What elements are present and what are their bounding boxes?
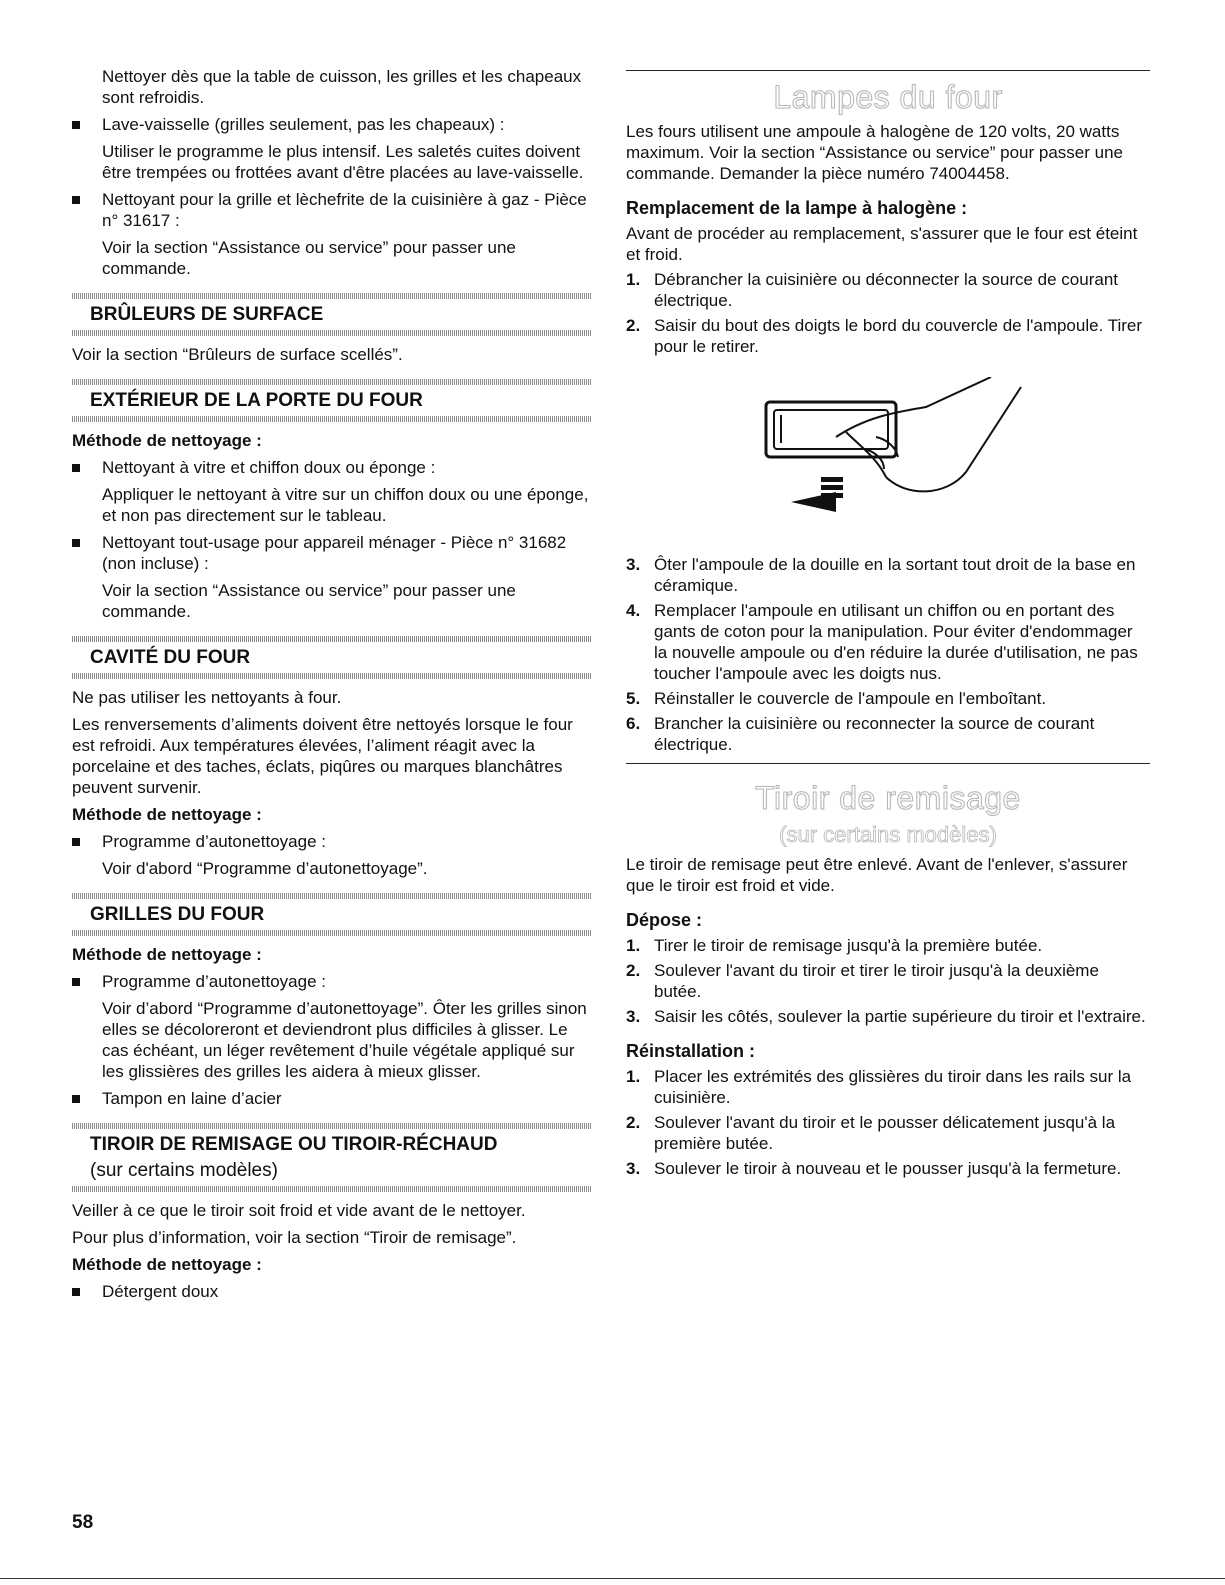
section-title: TIROIR DE REMISAGE OU TIROIR-RÉCHAUD [90, 1134, 498, 1155]
section-cavite [72, 636, 592, 679]
depose-head: Dépose : [626, 910, 703, 930]
bullet-self-clean: Programme d’autonettoyage : [72, 831, 592, 852]
bullet-self-clean-body: Voir d’abord “Programme d’autonettoyage”. Ôter les grilles sinon elles se décoloreront et deviendront plus difficiles à glisser. Le cas échéant, un léger revêtement d’huile végétale appliqué sur les glissières des grilles les aidera à mieux glisser. [102, 999, 587, 1081]
section-bruleurs [72, 293, 592, 336]
bullet-mild-detergent: Détergent doux [72, 1281, 592, 1302]
section-grilles [72, 893, 592, 936]
cavite-p2: Les renversements d’aliments doivent être nettoyés lorsque le four est refroidi. Aux températures élevées, l’aliment réagit avec la porcelaine et des taches, éclats, piqûres ou marques blanchâtres peuvent survenir. [72, 715, 573, 797]
cavite-p1: Ne pas utiliser les nettoyants à four. [72, 688, 342, 707]
lampes-intro: Les fours utilisent une ampoule à halogène de 120 volts, 20 watts maximum. Voir la section “Assistance ou service” pour passer une commande. Demander la pièce numéro 74004458. [626, 122, 1123, 183]
list-item: 1. Placer les extrémités des glissières du tiroir dans les rails sur la cuisinière. [626, 1067, 1132, 1107]
bullet-dishwasher: Lave-vaisselle (grilles seulement, pas les chapeaux) : [72, 114, 592, 135]
page-number: 58 [72, 1512, 94, 1533]
lampes-subhead: Remplacement de la lampe à halogène : [626, 198, 968, 218]
list-item: 1. Tirer le tiroir de remisage jusqu'à la première butée. [626, 936, 1043, 955]
list-item: 4. Remplacer l'ampoule en utilisant un chiffon ou en portant des gants de coton pour la manipulation. Pour éviter d'endommager la nouvelle ampoule ou d'en réduire la durée d'utilisation, ne pas toucher l'ampoule avec les doigts nus. [626, 601, 1138, 683]
list-item: 3. Ôter l'ampoule de la douille en la sortant tout droit de la base en céramique. [626, 555, 1136, 595]
list-item: 5. Réinstaller le couvercle de l'ampoule en l'emboîtant. [626, 689, 1047, 708]
section-tiroir-rechaud [72, 1123, 592, 1192]
bullet-all-purpose: Nettoyant tout-usage pour appareil ménager - Pièce n° 31682 (non incluse) : [72, 532, 592, 574]
section-title: BRÛLEURS DE SURFACE [90, 304, 324, 325]
bullet-glass-cleaner-body: Appliquer le nettoyant à vitre sur un chiffon doux ou une éponge, et non pas directement sur le tableau. [102, 485, 589, 525]
lampes-title: Lampes du four [773, 79, 1003, 115]
lampes-pre: Avant de procéder au remplacement, s'assurer que le four est éteint et froid. [626, 224, 1138, 264]
reinstall-steps [626, 1066, 1150, 1179]
list-item: 3. Soulever le tiroir à nouveau et le pousser jusqu'à la fermeture. [626, 1159, 1122, 1178]
reinstall-head: Réinstallation : [626, 1041, 756, 1061]
section-exterieur [72, 379, 592, 422]
section-title: GRILLES DU FOUR [90, 904, 265, 925]
method-label: Méthode de nettoyage : [72, 1255, 262, 1274]
section-subtitle: (sur certains modèles) [90, 1160, 278, 1181]
depose-steps [626, 935, 1150, 1027]
divider [626, 70, 1150, 71]
bullet-steel-wool: Tampon en laine d’acier [72, 1088, 592, 1109]
section-title: EXTÉRIEUR DE LA PORTE DU FOUR [90, 390, 423, 411]
section-title: CAVITÉ DU FOUR [90, 647, 251, 668]
tiroir-title: Tiroir de remisage [755, 780, 1021, 816]
list-item: 1. Débrancher la cuisinière ou déconnecter la source de courant électrique. [626, 270, 1118, 310]
list-item: 2. Saisir du bout des doigts le bord du couvercle de l'ampoule. Tirer pour le retirer. [626, 316, 1143, 356]
bullet-glass-cleaner: Nettoyant à vitre et chiffon doux ou éponge : [72, 457, 592, 478]
bullet-dishwasher-body: Utiliser le programme le plus intensif. Les saletés cuites doivent être trempées ou frottées avant d'être placées au lave-vaisselle. [102, 142, 584, 182]
bullet-self-clean-body: Voir d'abord “Programme d’autonettoyage”. [102, 859, 428, 878]
list-item: 6. Brancher la cuisinière ou reconnecter la source de courant électrique. [626, 714, 1095, 754]
tiroir-p2: Pour plus d’information, voir la section “Tiroir de remisage”. [72, 1228, 517, 1247]
bullet-grate-cleaner: Nettoyant pour la grille et lèchefrite de la cuisinière à gaz - Pièce n° 31617 : [72, 189, 592, 231]
tiroir-intro: Le tiroir de remisage peut être enlevé. Avant de l'enlever, s'assurer que le tiroir est froid et vide. [626, 855, 1128, 895]
divider [626, 763, 1150, 764]
lampes-steps-b [626, 554, 1150, 755]
list-item: 2. Soulever l'avant du tiroir et le pousser délicatement jusqu'à la première butée. [626, 1113, 1116, 1153]
tiroir-subtitle: (sur certains modèles) [779, 822, 997, 847]
method-label: Méthode de nettoyage : [72, 805, 262, 824]
method-label: Méthode de nettoyage : [72, 945, 262, 964]
lampes-steps-a [626, 269, 1150, 357]
divider [0, 1578, 1225, 1579]
bullet-self-clean: Programme d’autonettoyage : [72, 971, 592, 992]
tiroir-p1: Veiller à ce que le tiroir soit froid et vide avant de le nettoyer. [72, 1201, 526, 1220]
intro-text: Nettoyer dès que la table de cuisson, les grilles et les chapeaux sont refroidis. [102, 67, 582, 107]
bullet-all-purpose-body: Voir la section “Assistance ou service” pour passer une commande. [102, 581, 516, 621]
bullet-grate-cleaner-body: Voir la section “Assistance ou service” pour passer une commande. [102, 238, 516, 278]
lamp-cover-illustration [736, 377, 1036, 527]
list-item: 2. Soulever l'avant du tiroir et tirer le tiroir jusqu'à la deuxième butée. [626, 961, 1099, 1001]
bruleurs-text: Voir la section “Brûleurs de surface scellés”. [72, 345, 403, 364]
left-column [72, 66, 592, 1302]
right-column [626, 70, 1150, 1183]
list-item: 3. Saisir les côtés, soulever la partie supérieure du tiroir et l'extraire. [626, 1007, 1146, 1026]
method-label: Méthode de nettoyage : [72, 431, 262, 450]
